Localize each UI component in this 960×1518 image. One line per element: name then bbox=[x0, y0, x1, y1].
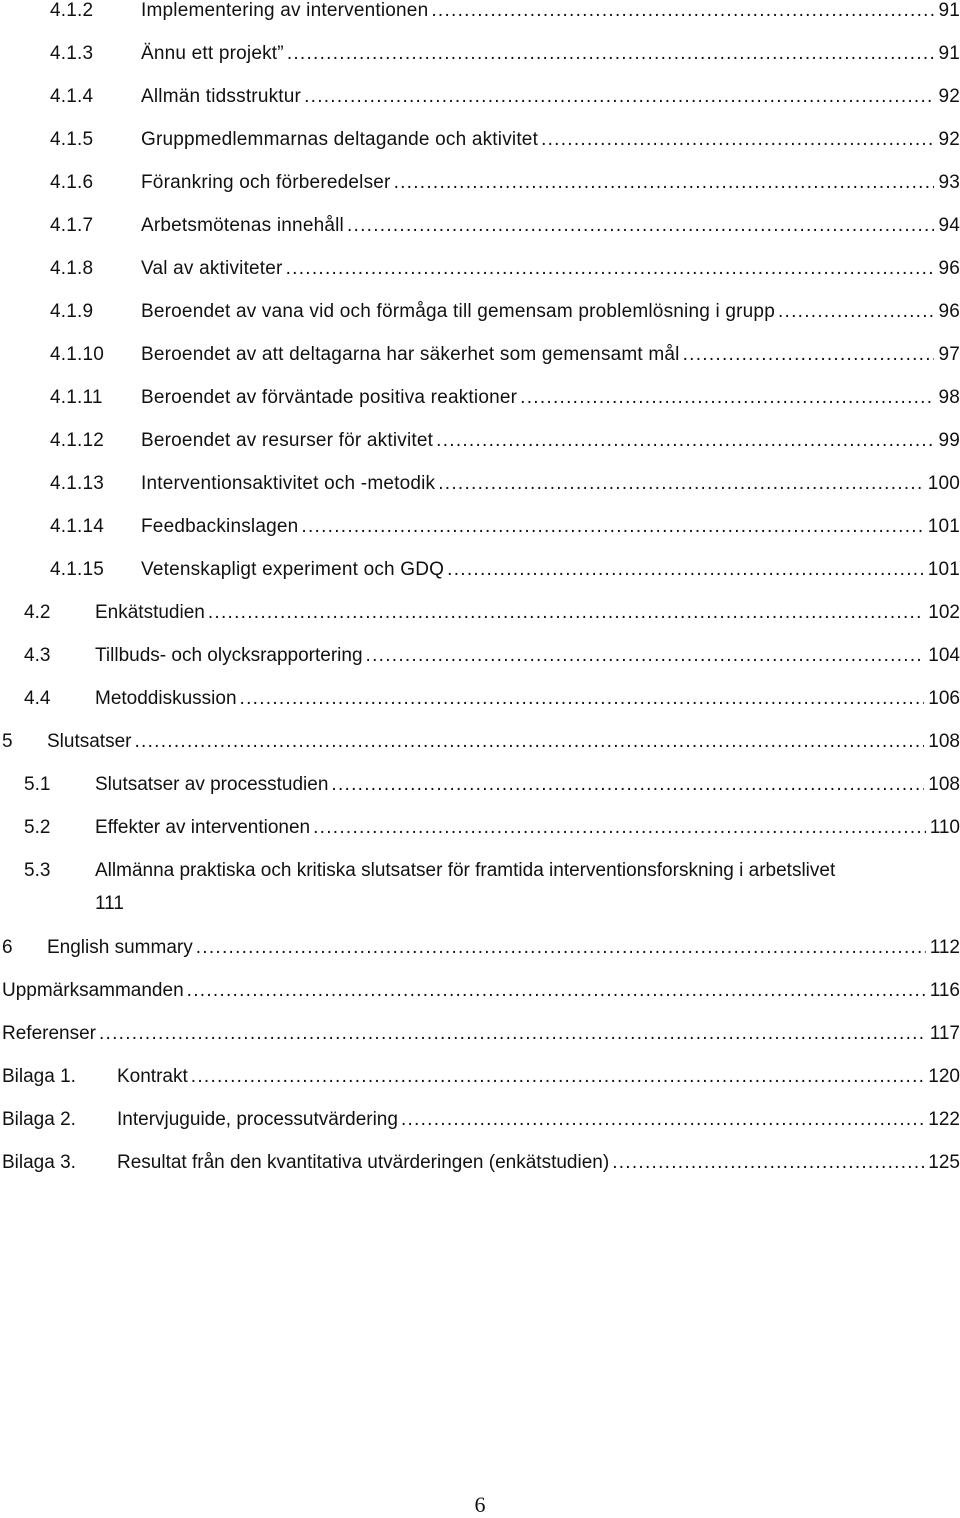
toc-entry-title: Feedbackinslagen bbox=[141, 516, 299, 537]
toc-entry-page: 92 bbox=[938, 129, 960, 150]
toc-entry-page: 112 bbox=[929, 937, 960, 958]
toc-entry-title: Slutsatser av processtudien bbox=[95, 774, 329, 795]
toc-entry[interactable] bbox=[0, 727, 960, 757]
toc-entry-page: 102 bbox=[928, 602, 960, 623]
toc-entry-page: 101 bbox=[927, 516, 960, 537]
toc-entry[interactable] bbox=[0, 383, 960, 413]
dot-leader bbox=[394, 168, 935, 198]
toc-entry-page: 101 bbox=[927, 559, 960, 580]
toc-entry-title: Enkätstudien bbox=[95, 602, 205, 623]
toc-entry[interactable] bbox=[0, 512, 960, 542]
toc-entry-page: 93 bbox=[938, 172, 960, 193]
toc-entry-page: 120 bbox=[928, 1066, 960, 1087]
toc-entry-number: 4.1.5 bbox=[50, 129, 94, 150]
toc-entry[interactable] bbox=[0, 813, 960, 843]
dot-leader bbox=[187, 976, 926, 1006]
dot-leader bbox=[99, 1019, 926, 1049]
toc-entry-title: Slutsatser bbox=[47, 731, 132, 752]
toc-entry-page: 110 bbox=[929, 817, 960, 838]
dot-leader bbox=[366, 641, 925, 671]
toc-entry-page: 104 bbox=[928, 645, 960, 666]
toc-entry-title: Tillbuds- och olycksrapportering bbox=[95, 645, 363, 666]
toc-entry-title: Arbetsmötenas innehåll bbox=[141, 215, 344, 236]
toc-entry-number: 5.3 bbox=[24, 860, 51, 881]
toc-entry-title: Beroendet av resurser för aktivitet bbox=[141, 430, 434, 451]
toc-entry-title: English summary bbox=[47, 937, 193, 958]
toc-entry-number: 4.1.4 bbox=[50, 86, 94, 107]
toc-entry-page: 106 bbox=[928, 688, 960, 709]
toc-entry-number: 4.1.13 bbox=[50, 473, 105, 494]
toc-entry[interactable] bbox=[0, 340, 960, 370]
toc-entry-page: 99 bbox=[938, 430, 960, 451]
toc-entry-title: Interventionsaktivitet och -metodik bbox=[141, 473, 436, 494]
dot-leader bbox=[196, 933, 926, 963]
toc-entry[interactable] bbox=[0, 1019, 960, 1049]
toc-entry[interactable] bbox=[0, 125, 960, 155]
dot-leader bbox=[287, 39, 935, 69]
toc-entry-page: 91 bbox=[938, 0, 960, 21]
toc-entry-page: 122 bbox=[928, 1109, 960, 1130]
toc-entry-number: 4.4 bbox=[24, 688, 51, 709]
toc-entry-page: 96 bbox=[938, 258, 960, 279]
toc-entry-page: 97 bbox=[938, 344, 960, 365]
toc-entry-number: Bilaga 3. bbox=[2, 1152, 76, 1173]
toc-entry-number: 4.1.11 bbox=[50, 387, 103, 408]
dot-leader bbox=[304, 82, 934, 112]
dot-leader bbox=[240, 684, 925, 714]
dot-leader bbox=[520, 383, 934, 413]
toc-entry-number: 4.1.7 bbox=[50, 215, 94, 236]
toc-entry[interactable] bbox=[0, 1062, 960, 1092]
dot-leader bbox=[401, 1105, 924, 1135]
toc-entry[interactable] bbox=[0, 297, 960, 327]
toc-entry-title: Förankring och förberedelser bbox=[141, 172, 391, 193]
toc-entry-number: 4.1.15 bbox=[50, 559, 105, 580]
toc-entry-page: 92 bbox=[938, 86, 960, 107]
toc-entry[interactable] bbox=[0, 0, 960, 26]
toc-entry[interactable] bbox=[0, 641, 960, 671]
toc-entry-title: Allmänna praktiska och kritiska slutsatser för framtida interventionsforskning i arbetslivet bbox=[95, 860, 836, 881]
toc-entry[interactable] bbox=[0, 39, 960, 69]
toc-entry[interactable] bbox=[0, 976, 960, 1006]
dot-leader bbox=[347, 211, 934, 241]
toc-entry-number: 4.1.6 bbox=[50, 172, 94, 193]
dot-leader bbox=[431, 0, 934, 26]
dot-leader bbox=[313, 813, 926, 843]
toc-entry-page: 125 bbox=[928, 1152, 960, 1173]
toc-entry[interactable] bbox=[0, 933, 960, 963]
dot-leader bbox=[541, 125, 934, 155]
toc-entry-number: 4.1.2 bbox=[50, 0, 94, 21]
toc-entry-number: 5 bbox=[2, 731, 13, 752]
toc-entry-title: Implementering av interventionen bbox=[141, 0, 429, 21]
toc-entry-page: 98 bbox=[938, 387, 960, 408]
toc-entry-title: Allmän tidsstruktur bbox=[141, 86, 302, 107]
dot-leader bbox=[438, 469, 923, 499]
toc-entry[interactable] bbox=[0, 211, 960, 241]
toc-entry[interactable] bbox=[0, 254, 960, 284]
toc-entry[interactable] bbox=[0, 168, 960, 198]
toc-entry-number: 4.1.14 bbox=[50, 516, 105, 537]
toc-entry-title: Intervjuguide, processutvärdering bbox=[117, 1109, 398, 1130]
toc-entry-page: 108 bbox=[928, 774, 960, 795]
toc-entry-title: Metoddiskussion bbox=[95, 688, 237, 709]
dot-leader bbox=[778, 297, 934, 327]
toc-entry-title: Resultat från den kvantitativa utvärderingen (enkätstudien) bbox=[117, 1152, 610, 1173]
toc-entry-title: Gruppmedlemmarnas deltagande och aktivitet bbox=[141, 129, 539, 150]
dot-leader bbox=[208, 598, 924, 628]
dot-leader bbox=[134, 727, 924, 757]
toc-entry-number: Bilaga 1. bbox=[2, 1066, 76, 1087]
toc-entry-number: 4.1.8 bbox=[50, 258, 94, 279]
toc-entry-number: Bilaga 2. bbox=[2, 1109, 76, 1130]
toc-entry-number: 5.1 bbox=[24, 774, 51, 795]
toc-entry-page: 116 bbox=[929, 980, 960, 1001]
toc-entry[interactable] bbox=[0, 1148, 960, 1178]
toc-entry[interactable] bbox=[0, 469, 960, 499]
dot-leader bbox=[447, 555, 924, 585]
toc-entry-page: 111 bbox=[95, 893, 124, 914]
dot-leader bbox=[331, 770, 924, 800]
toc-entry-title: Beroendet av att deltagarna har säkerhet som gemensamt mål bbox=[141, 344, 680, 365]
toc-entry-title: Vetenskapligt experiment och GDQ bbox=[141, 559, 445, 580]
dot-leader bbox=[683, 340, 935, 370]
toc-entry-number: 6 bbox=[2, 937, 13, 958]
toc-entry-title: Uppmärksammanden bbox=[2, 980, 184, 1001]
toc-entry-title: Kontrakt bbox=[117, 1066, 188, 1087]
toc-entry-number: 4.3 bbox=[24, 645, 51, 666]
toc-entry-title: Beroendet av vana vid och förmåga till gemensam problemlösning i grupp bbox=[141, 301, 775, 322]
toc-entry-title: Val av aktiviteter bbox=[141, 258, 283, 279]
toc-entry-number: 5.2 bbox=[24, 817, 51, 838]
toc-entry-page: 108 bbox=[928, 731, 960, 752]
dot-leader bbox=[436, 426, 934, 456]
toc-entry[interactable] bbox=[0, 856, 960, 922]
dot-leader bbox=[191, 1062, 925, 1092]
dot-leader bbox=[612, 1148, 924, 1178]
toc-entry[interactable] bbox=[0, 684, 960, 714]
toc-entry-page: 100 bbox=[927, 473, 960, 494]
dot-leader bbox=[286, 254, 935, 284]
toc-entry-page: 96 bbox=[938, 301, 960, 322]
toc-entry-number: 4.1.9 bbox=[50, 301, 94, 322]
toc-entry-title: Beroendet av förväntade positiva reaktioner bbox=[141, 387, 518, 408]
toc-entry-page: 94 bbox=[938, 215, 960, 236]
toc-entry[interactable] bbox=[0, 1105, 960, 1135]
dot-leader bbox=[301, 512, 923, 542]
page-number: 6 bbox=[474, 1492, 486, 1517]
toc-entry-number: 4.1.3 bbox=[50, 43, 94, 64]
toc-entry-page: 91 bbox=[938, 43, 960, 64]
toc-entry-number: 4.1.10 bbox=[50, 344, 105, 365]
toc-entry[interactable] bbox=[0, 555, 960, 585]
toc-entry-number: 4.1.12 bbox=[50, 430, 105, 451]
toc-entry-title: Ännu ett projekt” bbox=[141, 43, 284, 64]
toc-entry[interactable] bbox=[0, 426, 960, 456]
toc-entry[interactable] bbox=[0, 770, 960, 800]
toc-entry[interactable] bbox=[0, 598, 960, 628]
toc-entry-title: Referenser bbox=[2, 1023, 96, 1044]
toc-entry[interactable] bbox=[0, 82, 960, 112]
toc-entry-number: 4.2 bbox=[24, 602, 51, 623]
toc-entry-page: 117 bbox=[929, 1023, 960, 1044]
toc-entry-title: Effekter av interventionen bbox=[95, 817, 311, 838]
